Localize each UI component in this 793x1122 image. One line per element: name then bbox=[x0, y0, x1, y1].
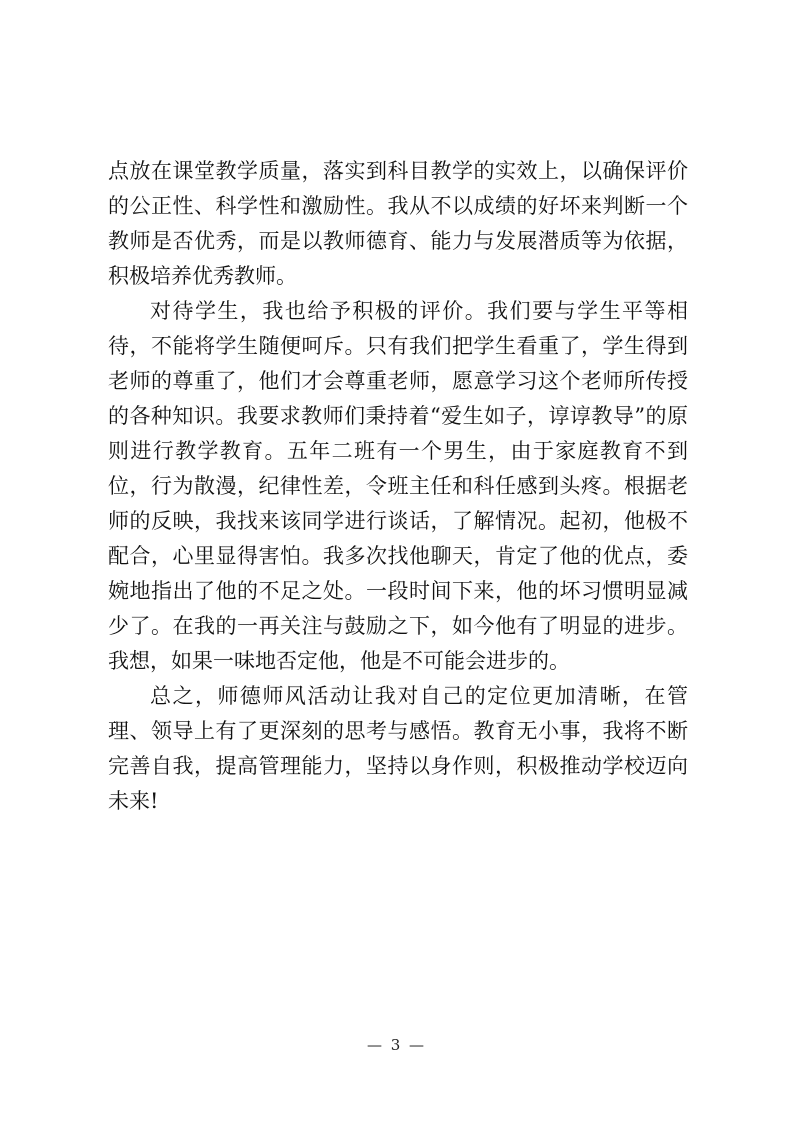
body-text bbox=[108, 154, 688, 819]
paragraph-1: 点放在课堂教学质量，落实到科目教学的实效上，以确保评价的公正性、科学性和激励性。我从不以成绩的好坏来判断一个教师是否优秀，而是以教师德育、能力与发展潜质等为依据，积极培养优秀教师。 bbox=[108, 159, 688, 288]
paragraph-2: 对待学生，我也给予积极的评价。我们要与学生平等相待，不能将学生随便呵斥。只有我们把学生看重了，学生得到老师的尊重了，他们才会尊重老师，愿意学习这个老师所传授的各种知识。我要求教师们秉持着“爱生如子，谆谆教导”的原则进行教学教育。五年二班有一个男生，由于家庭教育不到位，行为散漫，纪律性差，令班主任和科任感到头疼。根据老师的反映，我找来该同学进行谈话，了解情况。起初，他极不配合，心里显得害怕。我多次找他聊天，肯定了他的优点，委婉地指出了他的不足之处。一段时间下来，他的坏习惯明显减少了。在我的一再关注与鼓励之下，如今他有了明显的进步。我想，如果一味地否定他，他是不可能会进步的。 bbox=[108, 299, 688, 673]
page-number: — 3 — bbox=[366, 1036, 427, 1054]
paragraph-3: 总之，师德师风活动让我对自己的定位更加清晰，在管理、领导上有了更深刻的思考与感悟。教育无小事，我将不断完善自我，提高管理能力，坚持以身作则，积极推动学校迈向未来! bbox=[108, 684, 688, 813]
